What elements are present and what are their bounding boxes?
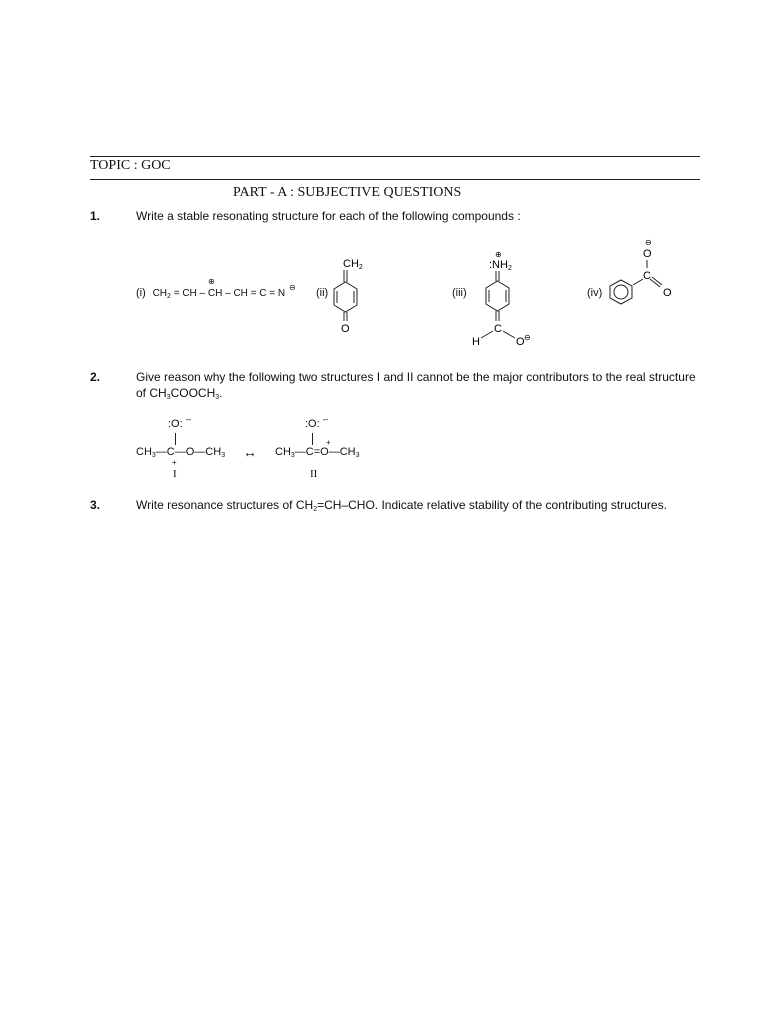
question-1-text: Write a stable resonating structure for each of the following compounds : [136,209,521,223]
compound-i [136,287,285,299]
structure-II-label: II [310,468,318,480]
structure-II-oxygen-charge: – [323,414,329,424]
question-2-text-line1: Give reason why the following two structures I and II cannot be the major contributors to the real structure [136,370,696,384]
compound-iv-label: (iv) [587,287,603,299]
iii-top-label: :NH2 [489,259,512,272]
compound-iii-structure [467,248,547,348]
structure-I-label: I [173,468,177,480]
iii-oxide-charge: ⊖ [524,333,531,342]
compound-ii-structure [317,255,377,335]
compound-iv-structure [603,235,683,315]
structure-I-oxygen-charge: – [186,414,192,424]
structure-I-bond [175,433,176,445]
structure-II-oxygen-plus: + [326,438,331,447]
iv-oxide-charge: ⊖ [645,238,652,247]
iii-oxygen: O [516,336,525,348]
compound-iii-label: (iii) [452,287,467,299]
compound-i-formula: $CH_2$ = CH – CH – CH = C = N [152,288,286,300]
structure-I-oxygen: :O: [168,418,183,430]
structure-II-oxygen: :O: [305,418,320,430]
topic-heading: TOPIC : GOC [90,158,171,173]
question-3-number: 3. [90,498,101,512]
resonance-arrow: ↔ [243,444,257,460]
ii-bottom-oxygen: O [341,323,350,335]
header-bottom-rule [90,179,700,180]
compound-ii-label: (ii) [316,287,329,299]
structure-II-bond [312,433,313,445]
question-3-text: Write resonance structures of $CH_2=CH$–CHO. Indicate relative stability of the contributing structures. [136,498,667,513]
carbocation-charge: ⊕ [208,277,215,286]
nitrogen-anion-charge: ⊖ [289,283,296,292]
iii-carbon: C [494,323,502,335]
structure-II [275,414,405,484]
iii-hydrogen: H [472,336,480,348]
structure-I-carbon-charge: + [172,458,177,467]
iv-top-oxygen: O [643,248,652,260]
structure-II-chain: $CH_3—C=O—CH_3$ [275,446,360,459]
top-rule [90,156,700,157]
iv-carbon: C [643,270,651,282]
question-1-number: 1. [90,209,101,223]
question-2-number: 2. [90,370,101,384]
ii-top-label: CH2 [343,258,363,271]
structure-I-chain: $CH_3—C—O—CH_3$ [136,446,226,459]
compound-i-label: (i) [136,287,146,299]
part-title: PART - A : SUBJECTIVE QUESTIONS [233,185,462,200]
iv-right-oxygen: O [663,287,672,299]
iii-ammonium-charge: ⊕ [495,250,502,259]
question-2-text-line2: of $CH_3COOCH_3$. [136,386,223,401]
